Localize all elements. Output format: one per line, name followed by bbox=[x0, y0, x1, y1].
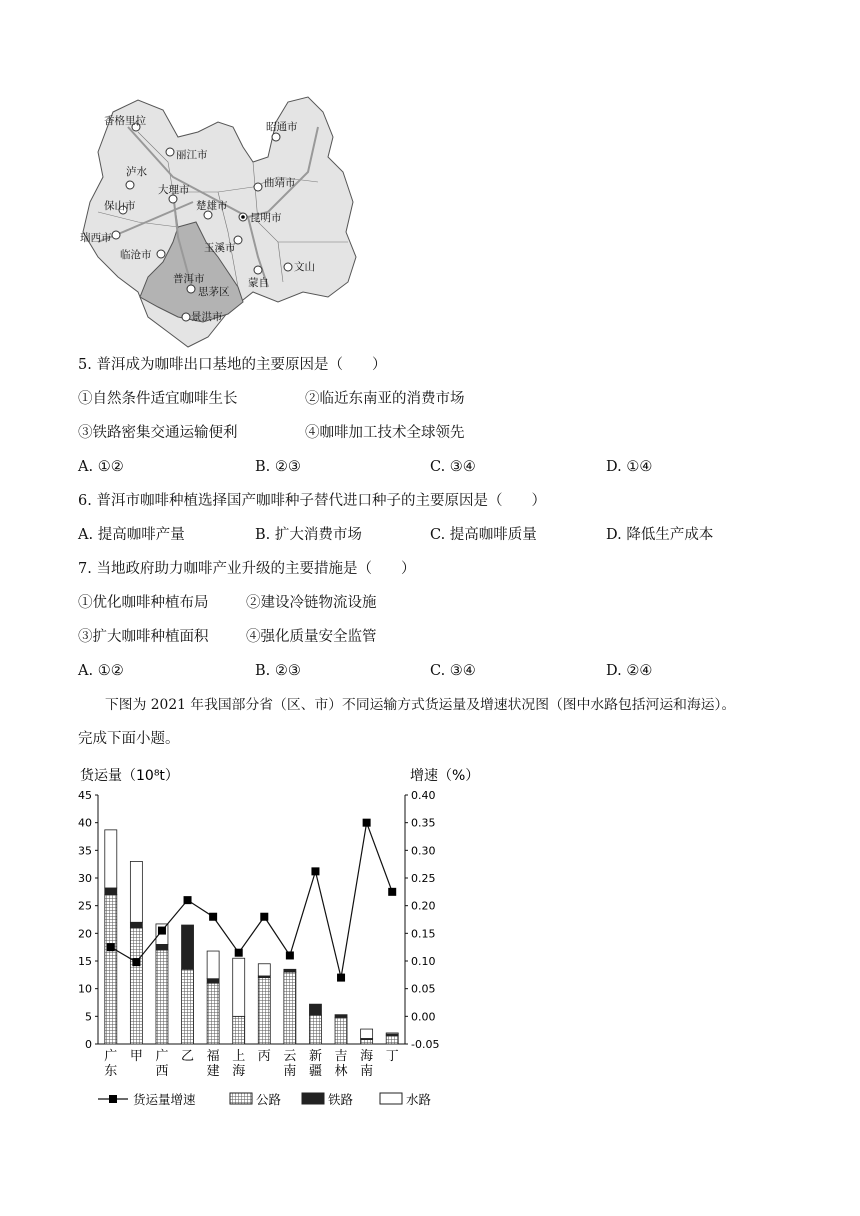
map-label-zhaotong: 昭通市 bbox=[266, 121, 298, 133]
legend-label-rail: 铁路 bbox=[328, 1092, 354, 1107]
x-tick-label: 上 bbox=[232, 1049, 246, 1064]
x-tick-label: 南 bbox=[360, 1064, 374, 1079]
bar-segment bbox=[386, 1033, 398, 1034]
right-tick-label: 0.25 bbox=[411, 872, 436, 885]
left-tick-label: 40 bbox=[78, 816, 92, 830]
q6-stem: 6. 普洱市咖啡种植选择国产咖啡种子替代进口种子的主要原因是（ ） bbox=[78, 493, 546, 509]
x-tick-label: 乙 bbox=[181, 1049, 195, 1064]
right-tick-label: 0.40 bbox=[411, 789, 436, 802]
x-tick-label: 建 bbox=[206, 1064, 220, 1079]
x-tick-label: 丙 bbox=[257, 1049, 271, 1064]
q7-item-2: ②建设冷链物流设施 bbox=[246, 595, 377, 611]
q6-option-c[interactable]: C. 提高咖啡质量 bbox=[430, 527, 537, 543]
bar-segment bbox=[233, 1016, 245, 1044]
map-label-wenshan: 文山 bbox=[294, 261, 315, 273]
right-tick-label: 0.30 bbox=[411, 844, 436, 858]
q6-option-d[interactable]: D. 降低生产成本 bbox=[606, 527, 714, 543]
growth-point bbox=[209, 913, 217, 921]
map-label-mengzi: 蒙自 bbox=[248, 277, 269, 289]
legend-point-icon bbox=[109, 1095, 117, 1103]
bar-segment bbox=[309, 1015, 321, 1044]
map-label-lijiang: 丽江市 bbox=[176, 149, 208, 161]
bar-segment bbox=[156, 950, 168, 1044]
q5-option-b[interactable]: B. ②③ bbox=[255, 459, 301, 475]
q5-item-2: ②临近东南亚的消费市场 bbox=[305, 391, 465, 407]
bar-segment bbox=[335, 1017, 347, 1044]
q7-item-1: ①优化咖啡种植布局 bbox=[78, 595, 209, 611]
growth-line bbox=[111, 823, 392, 978]
map-label-dali: 大理市 bbox=[158, 184, 190, 196]
legend-water-swatch bbox=[380, 1093, 402, 1104]
right-tick-label: 0.20 bbox=[411, 899, 436, 913]
x-tick-label: 西 bbox=[155, 1064, 169, 1079]
bar-segment bbox=[258, 978, 270, 1044]
bar-segment bbox=[207, 979, 219, 983]
bar-segment bbox=[105, 895, 117, 1044]
bar-segment bbox=[130, 922, 142, 928]
map-label-chuxiong: 楚雄市 bbox=[196, 200, 228, 212]
map-label-xianggelila: 香格里拉 bbox=[104, 115, 146, 127]
q7-option-c[interactable]: C. ③④ bbox=[430, 663, 476, 679]
bar-segment bbox=[130, 928, 142, 1044]
x-tick-label: 南 bbox=[283, 1064, 297, 1079]
bar-segment bbox=[309, 1004, 321, 1015]
growth-point bbox=[107, 943, 115, 951]
q7-option-d[interactable]: D. ②④ bbox=[606, 663, 653, 679]
q5-stem: 5. 普洱成为咖啡出口基地的主要原因是（ ） bbox=[78, 357, 387, 373]
map-label-lincang: 临沧市 bbox=[120, 249, 152, 261]
freight-chart bbox=[70, 760, 490, 1120]
x-tick-label: 东 bbox=[104, 1064, 118, 1079]
q7-option-b[interactable]: B. ②③ bbox=[255, 663, 301, 679]
bar-segment bbox=[105, 830, 117, 888]
right-tick-label: 0.05 bbox=[411, 982, 436, 996]
bar-segment bbox=[105, 888, 117, 895]
x-tick-label: 海 bbox=[232, 1064, 246, 1079]
x-tick-label: 云 bbox=[283, 1049, 297, 1064]
growth-point bbox=[132, 958, 140, 966]
left-axis-title: 货运量（10⁸t） bbox=[80, 768, 179, 784]
q7-option-a[interactable]: A. ①② bbox=[78, 663, 124, 679]
map-label-simao: 思茅区 bbox=[198, 286, 230, 298]
legend-label-growth: 货运量增速 bbox=[133, 1092, 196, 1107]
q7-item-4: ④强化质量安全监管 bbox=[246, 629, 377, 645]
right-axis-title: 增速（%） bbox=[410, 768, 480, 784]
legend-rail-swatch bbox=[302, 1093, 324, 1104]
map-label-lushui: 泸水 bbox=[126, 166, 147, 178]
bar-segment bbox=[335, 1015, 347, 1018]
q5-item-3: ③铁路密集交通运输便利 bbox=[78, 425, 238, 441]
growth-point bbox=[363, 819, 371, 827]
bar-segment bbox=[284, 969, 296, 972]
yunnan-map bbox=[78, 92, 368, 352]
right-tick-label: 0.10 bbox=[411, 955, 436, 968]
x-tick-label: 甲 bbox=[129, 1049, 143, 1064]
map-label-jinghong: 景洪市 bbox=[191, 311, 223, 323]
bar-segment bbox=[130, 861, 142, 922]
x-tick-label: 新 bbox=[308, 1049, 322, 1064]
right-tick-label: -0.05 bbox=[411, 1038, 440, 1051]
left-tick-label: 15 bbox=[78, 955, 92, 968]
growth-point bbox=[337, 974, 345, 982]
q7-item-3: ③扩大咖啡种植面积 bbox=[78, 629, 209, 645]
map-label-yuxi: 玉溪市 bbox=[204, 242, 236, 254]
map-label-qujing: 曲靖市 bbox=[264, 177, 296, 189]
bar-segment bbox=[284, 972, 296, 1044]
bar-segment bbox=[182, 925, 194, 969]
growth-point bbox=[158, 927, 166, 935]
right-tick-label: 0.15 bbox=[411, 927, 436, 941]
x-tick-label: 林 bbox=[334, 1064, 348, 1079]
left-tick-label: 25 bbox=[78, 899, 92, 913]
growth-point bbox=[184, 896, 192, 904]
bar-segment bbox=[207, 983, 219, 1044]
q6-option-a[interactable]: A. 提高咖啡产量 bbox=[78, 527, 185, 543]
legend-road-swatch bbox=[230, 1093, 252, 1104]
map-label-puer: 普洱市 bbox=[173, 273, 205, 285]
left-tick-label: 10 bbox=[78, 982, 92, 996]
x-tick-label: 广 bbox=[104, 1049, 118, 1064]
growth-point bbox=[286, 951, 294, 959]
left-tick-label: 30 bbox=[78, 872, 92, 885]
bar-segment bbox=[182, 969, 194, 1044]
left-tick-label: 45 bbox=[78, 789, 92, 802]
bar-segment bbox=[361, 1029, 373, 1038]
legend-label-road: 公路 bbox=[256, 1092, 282, 1107]
right-tick-label: 0.00 bbox=[411, 1010, 436, 1024]
q6-option-b[interactable]: B. 扩大消费市场 bbox=[255, 527, 362, 543]
x-tick-label: 福 bbox=[206, 1049, 220, 1064]
q5-item-4: ④咖啡加工技术全球领先 bbox=[305, 425, 465, 441]
bar-segment bbox=[233, 958, 245, 1016]
intro-line-1: 下图为 2021 年我国部分省（区、市）不同运输方式货运量及增速状况图（图中水路包括河运和海运）。 bbox=[105, 697, 736, 713]
x-tick-label: 丁 bbox=[385, 1049, 399, 1064]
growth-point bbox=[260, 913, 268, 921]
q5-option-c[interactable]: C. ③④ bbox=[430, 459, 476, 475]
q5-option-d[interactable]: D. ①④ bbox=[606, 459, 653, 475]
q5-item-1: ①自然条件适宜咖啡生长 bbox=[78, 391, 238, 407]
left-tick-label: 35 bbox=[78, 844, 92, 858]
q7-stem: 7. 当地政府助力咖啡产业升级的主要措施是（ ） bbox=[78, 561, 416, 577]
x-tick-label: 疆 bbox=[308, 1064, 322, 1079]
bar-segment bbox=[207, 951, 219, 979]
x-tick-label: 广 bbox=[155, 1049, 169, 1064]
intro-line-2: 完成下面小题。 bbox=[78, 731, 180, 747]
growth-point bbox=[311, 867, 319, 875]
map-label-baoshan: 保山市 bbox=[104, 200, 136, 212]
x-tick-label: 海 bbox=[360, 1049, 374, 1064]
left-tick-label: 0 bbox=[85, 1038, 92, 1051]
map-label-kunming: 昆明市 bbox=[250, 212, 282, 224]
bar-segment bbox=[258, 964, 270, 976]
growth-point bbox=[235, 949, 243, 957]
growth-point bbox=[388, 888, 396, 896]
right-tick-label: 0.35 bbox=[411, 816, 436, 830]
left-tick-label: 5 bbox=[85, 1010, 92, 1024]
bar-segment bbox=[361, 1040, 373, 1044]
legend-label-water: 水路 bbox=[406, 1092, 432, 1107]
bar-segment bbox=[156, 944, 168, 950]
bar-segment bbox=[386, 1036, 398, 1044]
left-tick-label: 20 bbox=[78, 927, 92, 941]
map-label-ruixi: 瑞西市 bbox=[80, 232, 112, 244]
q5-option-a[interactable]: A. ①② bbox=[78, 459, 124, 475]
x-tick-label: 吉 bbox=[334, 1049, 348, 1064]
